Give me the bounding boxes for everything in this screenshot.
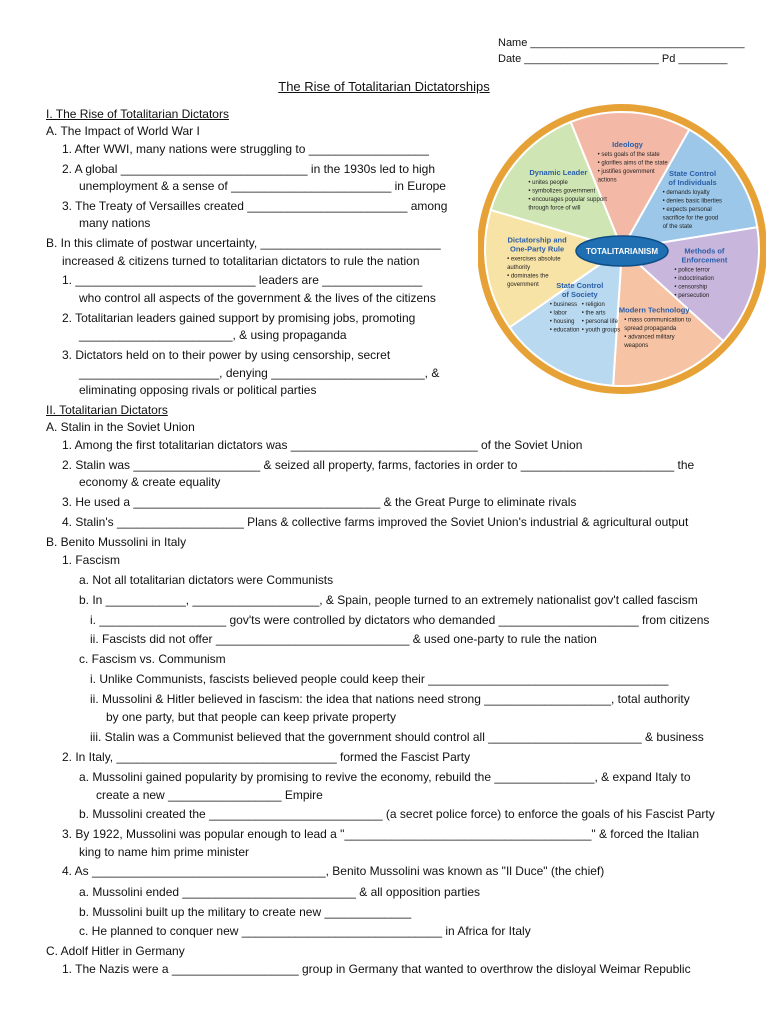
page-title: The Rise of Totalitarian Dictatorships [278, 79, 490, 94]
worksheet-line: 3. The Treaty of Versailles created ________________________ among [62, 199, 448, 213]
worksheet-line: 1. Fascism [62, 553, 121, 567]
worksheet-line: 3. He used a _____________________________________ & the Great Purge to eliminate rivals [62, 495, 577, 509]
worksheet-line: a. Not all totalitarian dictators were Communists [79, 573, 334, 587]
worksheet-line: ii. Fascists did not offer _____________________________ & used one-party to rule the nation [90, 632, 597, 646]
subsection-heading: B. Benito Mussolini in Italy [46, 535, 187, 549]
worksheet-line: c. Fascism vs. Communism [79, 652, 226, 666]
worksheet-line: 2. A global ____________________________ in the 1930s led to high [62, 162, 436, 176]
segment-title: Dictatorship and [507, 235, 567, 245]
segment-item: • demands loyalty [662, 189, 710, 196]
worksheet-line: a. Mussolini ended __________________________ & all opposition parties [79, 885, 480, 899]
segment-item: • mass communication to [624, 317, 692, 324]
totalitarianism-wheel-diagram [478, 101, 766, 397]
segment-title: One-Party Rule [509, 244, 565, 254]
worksheet-line: economy & create equality [79, 475, 221, 489]
worksheet-line: 1. The Nazis were a ___________________ group in Germany that wanted to overthrow the disloyal Weimar Republic [62, 962, 691, 976]
worksheet-line: many nations [79, 216, 151, 230]
segment-item: • advanced military [624, 334, 675, 341]
worksheet-line: increased & citizens turned to totalitarian dictators to rule the nation [62, 254, 420, 268]
segment-item: • denies basic liberties [662, 198, 723, 205]
segment-item: • expects personal [662, 206, 712, 213]
segment-title: Dynamic Leader [529, 168, 588, 178]
segment-item: • symbolizes government [528, 188, 596, 195]
worksheet-line: 1. ___________________________ leaders are _______________ [62, 273, 423, 287]
worksheet-line: 2. Stalin was ___________________ & seized all property, farms, factories in order to _______________________ the [62, 458, 695, 472]
segment-item: • exercises absolute [507, 256, 561, 263]
worksheet-line: create a new _________________ Empire [96, 788, 323, 802]
worksheet-line: by one party, but that people can keep private property [106, 710, 396, 724]
worksheet-line: 3. By 1922, Mussolini was popular enough to lead a "_____________________________________" & forced the Italian [62, 827, 700, 841]
worksheet-line: iii. Stalin was a Communist believed that the government should control all _______________________ & business [90, 730, 704, 744]
worksheet-line: _______________________, & using propaganda [79, 328, 347, 342]
segment-item: authority [507, 265, 531, 272]
segment-item: of the state [662, 223, 693, 230]
segment-item: • labor [549, 310, 567, 317]
worksheet-line: eliminating opposing rivals or political parties [79, 383, 317, 397]
segment-item: • police terror [674, 267, 710, 274]
segment-title: Ideology [612, 140, 643, 150]
worksheet-line: a. Mussolini gained popularity by promising to revive the economy, rebuild the _______________, & expand Italy to [79, 770, 691, 784]
segment-title: of Individuals [668, 177, 717, 187]
segment-item: • the arts [581, 310, 606, 317]
worksheet-line: i. ___________________ gov'ts were controlled by dictators who demanded _____________________ from citizens [90, 613, 710, 627]
worksheet-line: i. Unlike Communists, fascists believed people could keep their ____________________________________ [90, 672, 669, 686]
segment-item: • indoctrination [674, 276, 714, 283]
segment-item: • unites people [528, 180, 568, 187]
segment-item: sacrifice for the good [662, 215, 719, 222]
worksheet-line: 2. Totalitarian leaders gained support by promising jobs, promoting [62, 311, 416, 325]
worksheet-line: unemployment & a sense of ________________________ in Europe [79, 179, 446, 193]
subsection-heading: B. In this climate of postwar uncertainty, ___________________________ [46, 236, 441, 250]
worksheet-line: b. Mussolini created the __________________________ (a secret police force) to enforce the goals of his Fascist Party [79, 807, 715, 821]
segment-item: • persecution [674, 293, 710, 300]
segment-title: Enforcement [681, 255, 728, 265]
segment-item: • youth groups [581, 327, 621, 334]
worksheet-line: c. He planned to conquer new ______________________________ in Africa for Italy [79, 924, 531, 938]
segment-item: spread propaganda [624, 326, 677, 333]
segment-item: • sets goals of the state [597, 152, 660, 159]
worksheet-line: king to name him prime minister [79, 845, 250, 859]
worksheet-line: _____________________, denying _______________________, & [79, 366, 440, 380]
segment-title: State Control [556, 280, 604, 290]
segment-item: government [507, 282, 539, 289]
worksheet-line: who control all aspects of the government & the lives of the citizens [79, 291, 436, 305]
segment-item: actions [597, 177, 617, 184]
worksheet-line: b. Mussolini built up the military to create new _____________ [79, 905, 412, 919]
segment-title: Methods of [684, 246, 725, 256]
worksheet-line: 1. Among the first totalitarian dictators was ____________________________ of the Soviet Union [62, 438, 583, 452]
center-label: TOTALITARIANISM [586, 247, 658, 256]
worksheet-line: 3. Dictators held on to their power by using censorship, secret [62, 348, 391, 362]
segment-item: through force of will [528, 205, 581, 212]
segment-item: • religion [581, 301, 605, 308]
segment-item: • personal life [581, 318, 618, 325]
subsection-heading: A. The Impact of World War I [46, 124, 200, 138]
segment-item: • education [549, 327, 580, 334]
segment-item: • dominates the [507, 273, 549, 280]
subsection-heading: A. Stalin in the Soviet Union [46, 420, 195, 434]
worksheet-line: 1. After WWI, many nations were struggling to __________________ [62, 142, 429, 156]
segment-item: • housing [549, 318, 575, 325]
name-field: Name ___________________________________ [498, 37, 745, 49]
worksheet-line: 4. Stalin's ___________________ Plans & collective farms improved the Soviet Union's industrial & agricultural output [62, 515, 689, 529]
segment-item: • justifies government [597, 169, 655, 176]
date-period-field: Date ______________________ Pd ________ [498, 53, 728, 65]
segment-title: Modern Technology [618, 305, 690, 315]
segment-title: State Control [669, 168, 717, 178]
segment-item: • glorifies aims of the state [597, 160, 668, 167]
segment-item: • censorship [674, 284, 708, 291]
segment-item: • business [549, 301, 578, 308]
worksheet-line: ii. Mussolini & Hitler believed in fascism: the idea that nations need strong ___________________, total authority [90, 692, 690, 706]
segment-item: • encourages popular support [528, 197, 607, 204]
worksheet-line: 2. In Italy, _________________________________ formed the Fascist Party [62, 750, 471, 764]
section-heading: II. Totalitarian Dictators [46, 403, 168, 417]
worksheet-line: 4. As ___________________________________, Benito Mussolini was known as "Il Duce" (the chief) [62, 864, 605, 878]
segment-item: weapons [624, 343, 649, 350]
worksheet-line: b. In ____________, ___________________, & Spain, people turned to an extremely nationalist gov't called fascism [79, 593, 698, 607]
segment-title: of Society [561, 289, 598, 299]
section-heading: I. The Rise of Totalitarian Dictators [46, 107, 229, 121]
subsection-heading: C. Adolf Hitler in Germany [46, 944, 185, 958]
